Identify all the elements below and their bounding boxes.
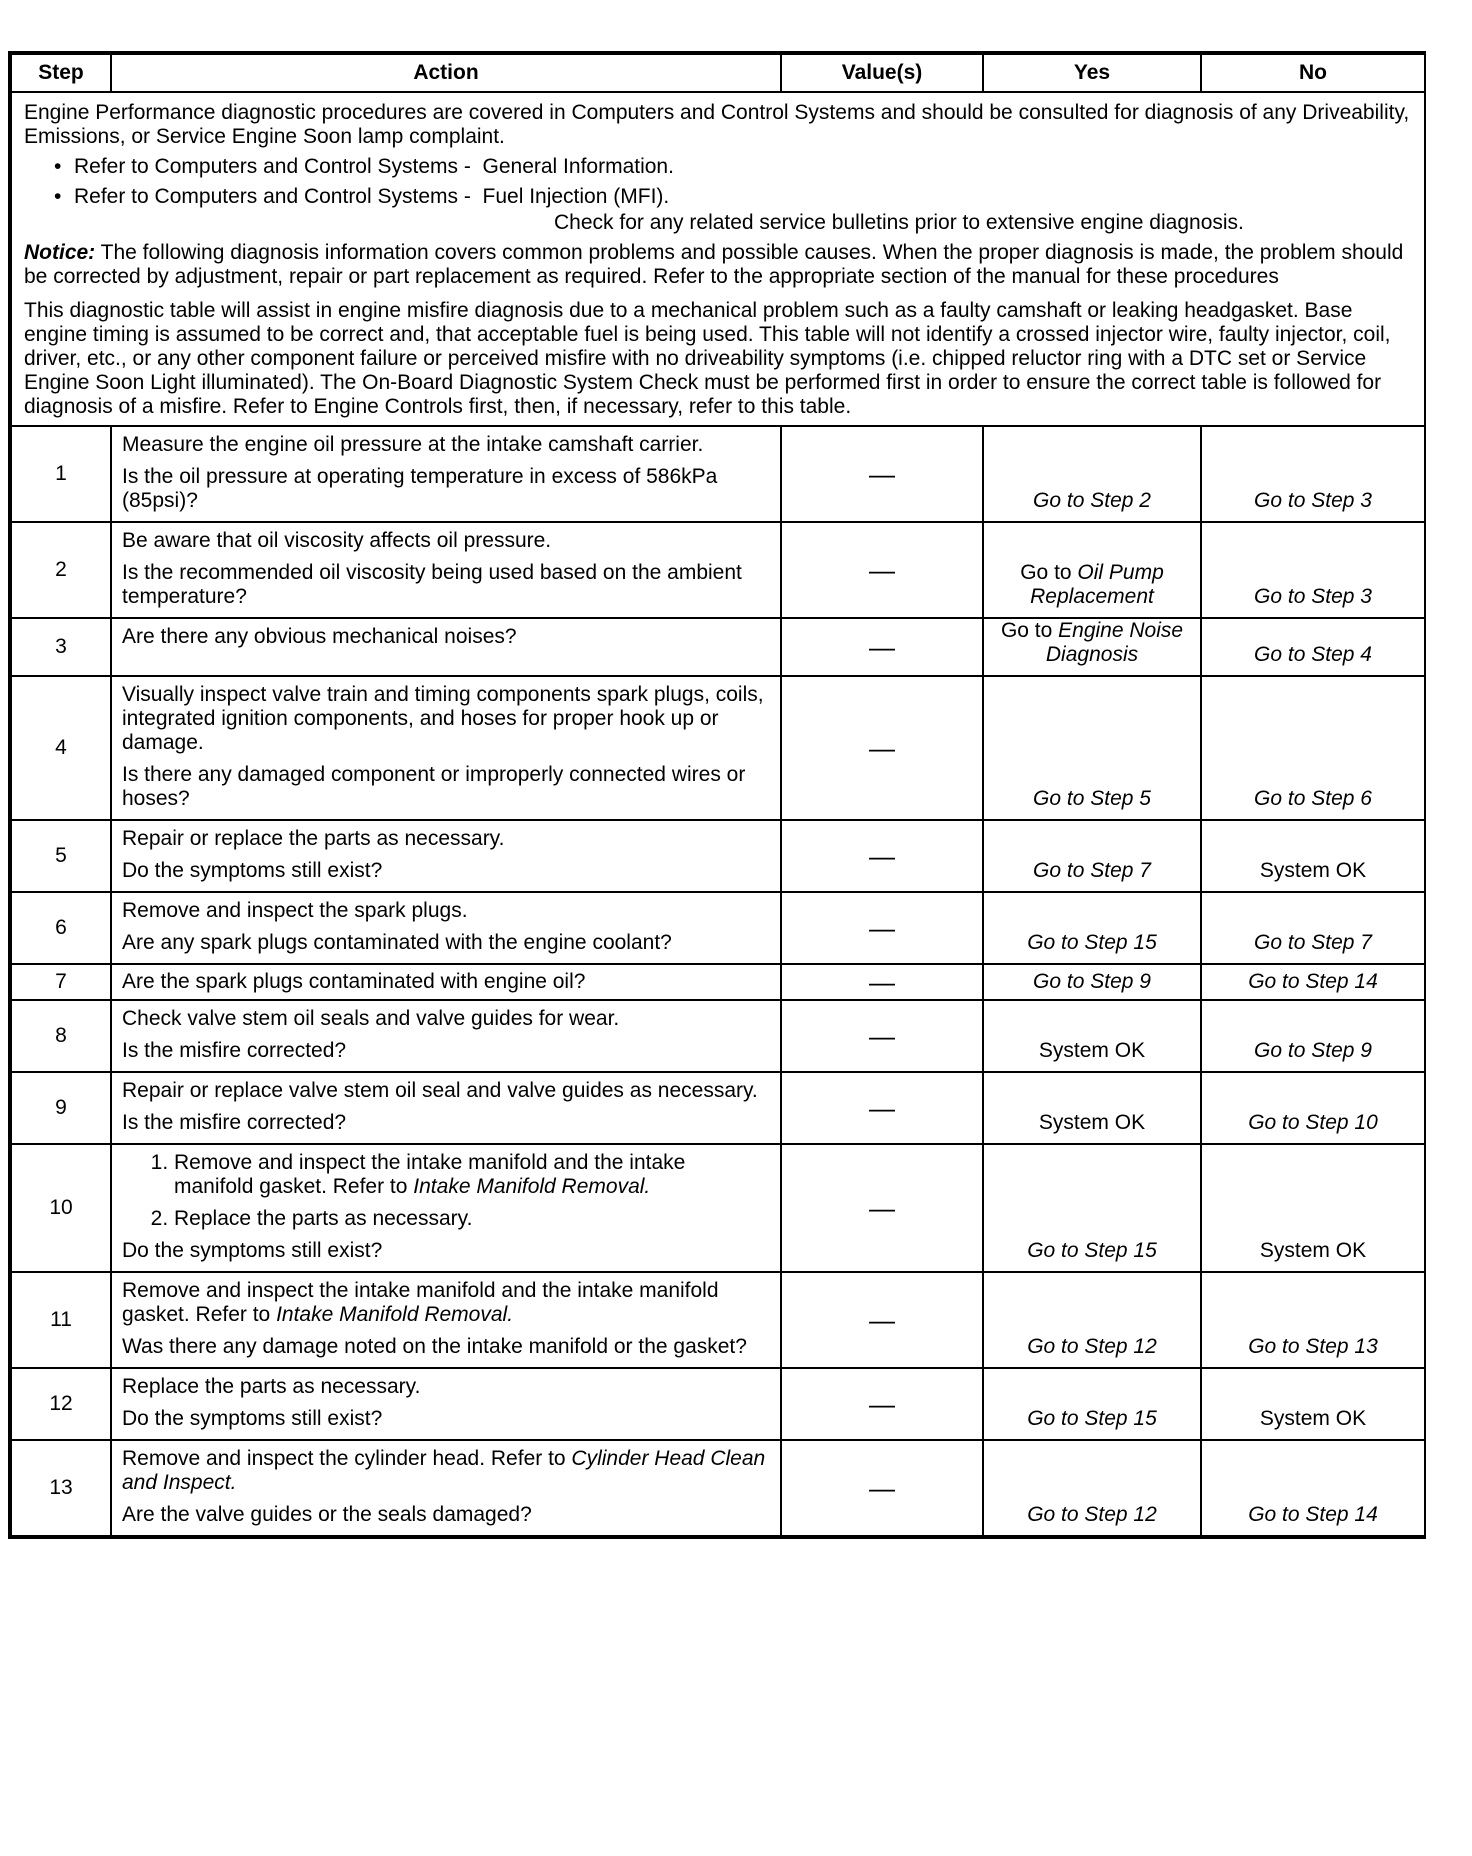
table-row <box>11 676 1425 820</box>
action-question: Was there any damage noted on the intake manifold or the gasket? <box>122 1335 747 1358</box>
action-instruction: Remove and inspect the spark plugs. <box>122 899 468 922</box>
header-row <box>11 54 1425 92</box>
step-action <box>111 676 781 820</box>
step-number: 6 <box>11 892 111 964</box>
yes-result <box>983 522 1201 618</box>
action-instruction: Be aware that oil viscosity affects oil pressure. <box>122 529 552 552</box>
no-result: System OK <box>1201 820 1425 892</box>
table-row <box>11 1440 1425 1536</box>
action-instruction <box>122 1447 770 1495</box>
step-number: 5 <box>11 820 111 892</box>
computers-link-text: Computers and Control Systems <box>571 101 875 124</box>
table-row <box>11 1368 1425 1440</box>
no-result: Go to Step 10 <box>1201 1072 1425 1144</box>
action-question: Are there any obvious mechanical noises? <box>122 625 517 648</box>
step-action <box>111 964 781 1000</box>
action-instruction: Measure the engine oil pressure at the intake camshaft carrier. <box>122 433 704 456</box>
step-action <box>111 1368 781 1440</box>
step-action <box>111 1272 781 1368</box>
step-action <box>111 892 781 964</box>
no-result: Go to Step 7 <box>1201 892 1425 964</box>
table-row <box>11 1000 1425 1072</box>
no-result: Go to Step 14 <box>1201 964 1425 1000</box>
table-row <box>11 426 1425 522</box>
service-bulletin-note: Check for any related service bulletins prior to extensive engine diagnosis. <box>554 211 1244 234</box>
step-action <box>111 820 781 892</box>
table-row <box>11 820 1425 892</box>
header-step: Step <box>11 54 111 92</box>
yes-result: Go to Step 15 <box>983 1144 1201 1272</box>
step-number: 11 <box>11 1272 111 1368</box>
bullet-topic: General Information. <box>482 155 674 178</box>
notice-text: The following diagnosis information covers common problems and possible causes. When the proper diagnosis is made, the problem should be corrected by adjustment, repair or part replacement as required. Refer to the appropriate section of the manual for these procedures <box>24 241 1404 288</box>
no-result: Go to Step 6 <box>1201 676 1425 820</box>
step-number: 1 <box>11 426 111 522</box>
no-result: Go to Step 4 <box>1201 618 1425 676</box>
step-value: — <box>781 1440 983 1536</box>
step-number: 9 <box>11 1072 111 1144</box>
bullet-ref: Computers and Control Systems - <box>154 185 471 208</box>
step-number: 7 <box>11 964 111 1000</box>
header-no: No <box>1201 54 1425 92</box>
yes-result: Go to Step 9 <box>983 964 1201 1000</box>
step-value: — <box>781 1144 983 1272</box>
no-result: System OK <box>1201 1368 1425 1440</box>
step-value: — <box>781 1272 983 1368</box>
procedure-ref: Intake Manifold Removal. <box>413 1175 651 1198</box>
step-number: 12 <box>11 1368 111 1440</box>
step-number: 4 <box>11 676 111 820</box>
yes-result: Go to Step 7 <box>983 820 1201 892</box>
step-action <box>111 1144 781 1272</box>
bullet-icon: • <box>54 155 62 178</box>
action-question: Are the spark plugs contaminated with engine oil? <box>122 970 586 993</box>
go-to-text: Go to <box>1020 561 1078 584</box>
action-question: Is the misfire corrected? <box>122 1039 347 1062</box>
action-question: Is there any damaged component or improperly connected wires or hoses? <box>122 763 746 810</box>
bullet-ref: Computers and Control Systems - <box>154 155 471 178</box>
table-row <box>11 1272 1425 1368</box>
step-value: — <box>781 676 983 820</box>
bullet-text: Refer to <box>74 155 155 178</box>
table-row <box>11 892 1425 964</box>
step-action <box>111 426 781 522</box>
procedure-ref: Engine Noise Diagnosis <box>1045 619 1184 666</box>
action-instruction <box>122 1279 770 1327</box>
action-instruction: Repair or replace valve stem oil seal and valve guides as necessary. <box>122 1079 758 1102</box>
yes-result: Go to Step 5 <box>983 676 1201 820</box>
action-question: Do the symptoms still exist? <box>122 1407 383 1430</box>
action-question: Do the symptoms still exist? <box>122 859 383 882</box>
yes-result: Go to Step 15 <box>983 892 1201 964</box>
step-value: — <box>781 964 983 1000</box>
table-row <box>11 964 1425 1000</box>
step-action <box>111 522 781 618</box>
yes-result: Go to Step 2 <box>983 426 1201 522</box>
table-row <box>11 618 1425 676</box>
table-row <box>11 1144 1425 1272</box>
action-question: Is the recommended oil viscosity being used based on the ambient temperature? <box>122 561 742 608</box>
diagnostic-table <box>8 51 1426 1539</box>
bullet-icon: • <box>54 185 62 208</box>
no-result: Go to Step 14 <box>1201 1440 1425 1536</box>
intro-paragraph <box>24 101 1412 149</box>
list-item-text: Remove and inspect the intake manifold and the intake manifold gasket. Refer to <box>174 1151 686 1198</box>
action-question: Are the valve guides or the seals damaged? <box>122 1503 532 1526</box>
go-to-text: Go to <box>1000 619 1059 642</box>
action-question: Are any spark plugs contaminated with the engine coolant? <box>122 931 672 954</box>
intro-text: Engine Performance diagnostic procedures are covered in <box>24 101 572 124</box>
action-instruction: Replace the parts as necessary. <box>122 1375 421 1398</box>
step-value: — <box>781 426 983 522</box>
bullet-text: Refer to <box>74 185 155 208</box>
step-action <box>111 1440 781 1536</box>
misfire-diagnosis-table <box>10 53 1426 1537</box>
list-item <box>174 1151 770 1199</box>
complaint-types: Driveability, Emissions, or Service Engine Soon <box>24 101 1410 148</box>
no-result: Go to Step 3 <box>1201 522 1425 618</box>
yes-result: Go to Step 12 <box>983 1272 1201 1368</box>
intro-row <box>11 92 1425 426</box>
step-number: 13 <box>11 1440 111 1536</box>
bullet-general-information <box>54 155 1412 179</box>
step-number: 3 <box>11 618 111 676</box>
action-question: Is the oil pressure at operating temperature in excess of 586kPa (85psi)? <box>122 465 718 512</box>
action-numbered-list <box>122 1151 770 1231</box>
list-item: 2. Replace the parts as necessary. <box>174 1207 770 1231</box>
yes-result <box>983 618 1201 676</box>
header-yes: Yes <box>983 54 1201 92</box>
step-value: — <box>781 1000 983 1072</box>
table-row <box>11 522 1425 618</box>
yes-result: Go to Step 12 <box>983 1440 1201 1536</box>
intro-text: and should be consulted for diagnosis of any <box>874 101 1303 124</box>
step-value: — <box>781 1072 983 1144</box>
step-value: — <box>781 820 983 892</box>
procedure-ref: Oil Pump Replacement <box>1030 561 1164 608</box>
header-action: Action <box>111 54 781 92</box>
table-row <box>11 1072 1425 1144</box>
bullet-topic: Fuel Injection (MFI). <box>482 185 670 208</box>
intro-text: lamp complaint. <box>352 125 505 148</box>
no-result: Go to Step 9 <box>1201 1000 1425 1072</box>
instruction-text: Remove and inspect the intake manifold and the intake manifold gasket. Refer to <box>122 1279 719 1326</box>
step-value: — <box>781 618 983 676</box>
procedure-ref: Cylinder Head Clean and Inspect. <box>122 1447 766 1494</box>
yes-result: System OK <box>983 1072 1201 1144</box>
intro-cell <box>11 92 1425 426</box>
notice-paragraph <box>24 241 1412 289</box>
notice-label: Notice: <box>24 241 96 264</box>
step-number: 8 <box>11 1000 111 1072</box>
no-result: System OK <box>1201 1144 1425 1272</box>
step-action <box>111 1000 781 1072</box>
step-number: 2 <box>11 522 111 618</box>
no-result: Go to Step 3 <box>1201 426 1425 522</box>
table-description: This diagnostic table will assist in engine misfire diagnosis due to a mechanical problem such as a faulty camshaft or leaking headgasket. Base engine timing is assumed to be correct and, that acceptable fuel is being used. This table will not identify a crossed injector wire, faulty injector, coil, driver, etc., or any other component failure or perceived misfire with no driveability symptoms (i.e. chipped reluctor ring with a DTC set or Service Engine Soon Light illuminated). The On-Board Diagnostic System Check must be performed first in order to ensure the correct table is followed for diagnosis of a misfire. Refer to Engine Controls first, then, if necessary, refer to this table. <box>24 299 1391 418</box>
yes-result: System OK <box>983 1000 1201 1072</box>
header-values: Value(s) <box>781 54 983 92</box>
step-value: — <box>781 1368 983 1440</box>
step-action <box>111 1072 781 1144</box>
step-value: — <box>781 892 983 964</box>
procedure-ref: Intake Manifold Removal. <box>276 1303 514 1326</box>
step-action <box>111 618 781 676</box>
bullet-fuel-injection <box>54 185 1412 209</box>
action-question: Is the misfire corrected? <box>122 1111 347 1134</box>
action-instruction: Check valve stem oil seals and valve guides for wear. <box>122 1007 620 1030</box>
instruction-text: Remove and inspect the cylinder head. Refer to <box>122 1447 572 1470</box>
action-instruction: Visually inspect valve train and timing components spark plugs, coils, integrated ignition components, and hoses for proper hook up or damage. <box>122 683 764 754</box>
no-result: Go to Step 13 <box>1201 1272 1425 1368</box>
action-instruction: Repair or replace the parts as necessary. <box>122 827 505 850</box>
action-question: Do the symptoms still exist? <box>122 1239 383 1262</box>
step-number: 10 <box>11 1144 111 1272</box>
step-value: — <box>781 522 983 618</box>
yes-result: Go to Step 15 <box>983 1368 1201 1440</box>
